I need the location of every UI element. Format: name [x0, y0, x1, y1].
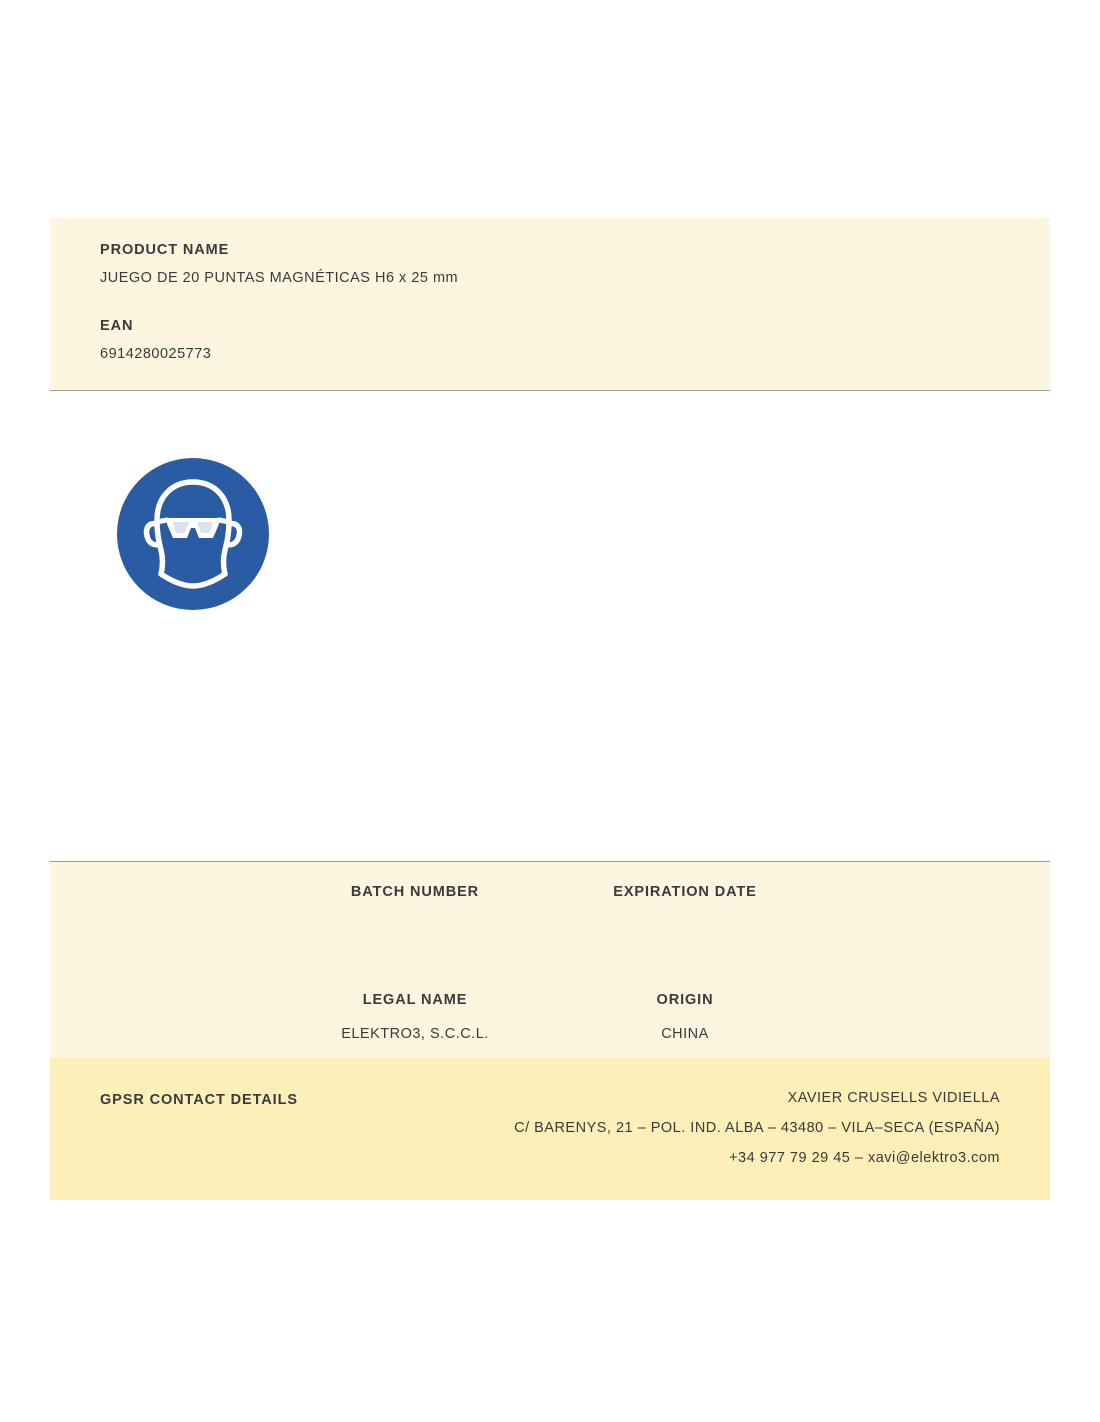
ean-value: 6914280025773: [100, 346, 212, 362]
expiration-date-cell: [550, 884, 820, 936]
table-cell-spacer: [50, 884, 280, 936]
expiration-date-label: EXPIRATION DATE: [613, 884, 757, 900]
table-row: [50, 884, 1050, 936]
gpsr-contact-phone-email: +34 977 79 29 45 – xavi@elektro3.com: [729, 1150, 1000, 1166]
field-spacer: [100, 286, 1000, 318]
gpsr-contact-lines: [514, 1090, 1000, 1166]
table-row: [50, 992, 1050, 1044]
gpsr-contact-address: C/ BARENYS, 21 – POL. IND. ALBA – 43480 – VILA–SECA (ESPAÑA): [514, 1120, 1000, 1136]
legal-name-value: ELEKTRO3, S.C.C.L.: [341, 1026, 489, 1042]
expiration-date-value: [560, 918, 810, 936]
pictogram-area: [50, 440, 1050, 640]
wear-eye-protection-icon: [117, 458, 269, 610]
batch-number-label: BATCH NUMBER: [350, 884, 480, 900]
gpsr-contact-panel: [50, 1058, 1050, 1200]
batch-number-value: [290, 918, 540, 936]
gpsr-contact-title: GPSR CONTACT DETAILS: [100, 1092, 298, 1108]
table-cell-spacer: [50, 992, 280, 1044]
product-name-label: PRODUCT NAME: [100, 242, 230, 258]
product-details-table: [50, 861, 1050, 1073]
table-cell-spacer: [820, 884, 1050, 936]
legal-name-label: LEGAL NAME: [362, 992, 468, 1008]
table-row-spacer: [50, 936, 1050, 992]
table-cell-spacer: [820, 992, 1050, 1044]
product-name-value: JUEGO DE 20 PUNTAS MAGNÉTICAS H6 x 25 mm: [100, 270, 459, 286]
gpsr-contact-name: XAVIER CRUSELLS VIDIELLA: [787, 1090, 1000, 1106]
ean-label: EAN: [100, 318, 134, 334]
origin-label: ORIGIN: [656, 992, 714, 1008]
product-info-panel: [50, 218, 1050, 391]
batch-number-cell: [280, 884, 550, 936]
origin-cell: [550, 992, 820, 1044]
origin-value: CHINA: [661, 1026, 709, 1042]
legal-name-cell: [280, 992, 550, 1044]
